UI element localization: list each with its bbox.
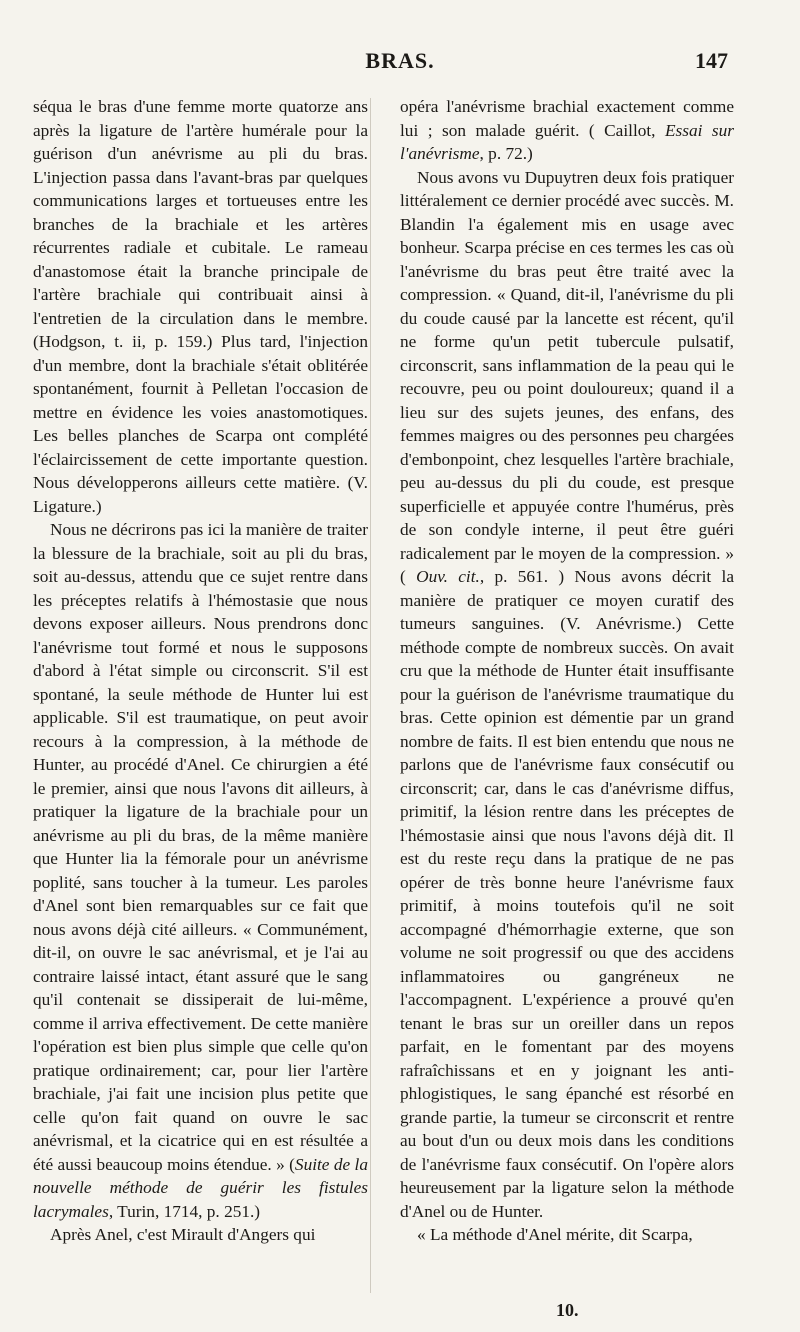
left-paragraph-2-text: Nous ne décrirons pas ici la manière de traiter la blessure de la brachiale, soit au pli du bras, soit au-dessus, attendu que ce sujet rentre dans les préceptes relatifs à l'hémostasie que nous devons exposer ailleurs. Nous prendrons donc l'anévrisme tout formé et nous le supposons d'abord à l'état simple ou circonscrit. S'il est spontané, la seule méthode de Hunter lui est applicable. S'il est traumatique, on peut avoir recours à la compression, à la méthode de Hunter, au procédé d'Anel. Ce chirurgien a été le premier, ainsi que nous l'avons dit ailleurs, à pratiquer la ligature de la brachiale pour un anévrisme au pli du bras, de la même manière que Hunter lia la fémorale pour un anévrisme poplité, sans toucher à la tumeur. Les paroles d'Anel sont bien remarquables sur ce fait que nous avons déjà cité ailleurs. « Communément, dit-il, on ouvre le sac anévrismal, et je l'ai au contraire laissé intact, étant assuré que le sang qu'il contenait se dissiperait de lui-même, comme il arriva effectivement. De cette manière l'opération est bien plus simple que celle qu'on pratique ordinairement; car, pour lier l'artère brachiale, j'ai fait une incision plus petite que celle qu'on fait quand on ouvre le sac anévrismal, et la cicatrice qui en est résultée a été aussi beaucoup moins étendue. » (	[33, 520, 368, 1174]
right-paragraph-1-citation: , p. 72.)	[479, 144, 533, 163]
running-head	[0, 48, 800, 78]
right-paragraph-1-reference: Essai sur l'anévrisme	[400, 120, 734, 163]
right-paragraph-1-text: opéra l'anévrisme brachial exactement comme lui ; son malade guérit. ( Caillot,	[400, 97, 734, 140]
running-head-title: BRAS.	[365, 48, 435, 73]
left-column	[33, 95, 368, 1247]
right-paragraph-2-text: Nous avons vu Dupuytren deux fois pratiquer littéralement ce dernier procédé avec succès. M. Blandin l'a également mis en usage avec bonheur. Scarpa précise en ces termes les cas où l'anévrisme du bras peut être traité avec la compression. « Quand, dit-il, l'anévrisme du pli du coude causé par la lancette est récent, qu'il ne forme qu'un petit tubercule pulsatif, circonscrit, sans inflammation de la peau qui le recouvre, peu ou point douloureux; quand il a lieu sur des sujets jeunes, des enfans, des femmes maigres ou des personnes peu chargées d'embonpoint, chez lesquelles l'artère brachiale, peu au-dessus du pli du coude, est presque superficielle et appuyée contre l'humérus, près de son condyle interne, il peut être guéri radicalement par le moyen de la compression. » (	[400, 167, 734, 586]
column-divider	[370, 98, 371, 1293]
left-paragraph-2-citation: , Turin, 1714, p. 251.)	[108, 1201, 261, 1221]
right-column	[400, 95, 734, 1247]
left-paragraph-2-reference: Suite de la nouvelle méthode de guérir les fistules lacrymales	[33, 1154, 368, 1221]
right-paragraph-2	[400, 166, 734, 1224]
right-paragraph-1	[400, 95, 734, 166]
page-number: 147	[695, 48, 728, 73]
left-paragraph-2	[33, 518, 368, 1223]
left-paragraph-3: Après Anel, c'est Mirault d'Angers qui	[50, 1225, 316, 1244]
signature-mark: 10.	[556, 1300, 579, 1320]
right-paragraph-2-reference: Ouv. cit.	[416, 567, 480, 586]
left-paragraph-1: séqua le bras d'une femme morte quatorze ans après la ligature de l'artère humérale pour la guérison d'un anévrisme au pli du bras. L'injection passa dans l'avant-bras par quelques communications larges et tortueuses entre les branches de la brachiale et les artères récurrentes radiale et cubitale. Le rameau d'anastomose était la branche principale de l'artère brachiale qui contribuait ainsi à l'entretien de la circulation dans le membre. (Hodgson, t. ii, p. 159.) Plus tard, l'injection d'un membre, dont la brachiale s'était oblitérée spontanément, fournit à Pelletan l'occasion de mettre en évidence les voies anastomotiques. Les belles planches de Scarpa ont complété l'éclaircissement de cette importante question. Nous développerons ailleurs cette matière. (V. Ligature.)	[33, 97, 368, 516]
right-paragraph-2-continuation: , p. 561. ) Nous avons décrit la manière de pratiquer ce moyen curatif des tumeurs sanguines. (V. Anévrisme.) Cette méthode compte de nombreux succès. On avait cru que la méthode de Hunter était insuffisante pour la guérison de l'anévrisme traumatique du bras. Cette opinion est démentie par un grand nombre de faits. Il est bien entendu que nous ne parlons que de l'anévrisme faux consécutif ou circonscrit; car, dans le cas d'anévrisme diffus, primitif, la lésion rentre dans les préceptes de l'hémostasie ainsi que nous l'avons déjà dit. Il est du reste reçu dans la pratique de ne pas opérer de très bonne heure l'anévrisme faux primitif, à moins toutefois qu'il ne soit accompagné d'hémorrhagie externe, que son volume ne soit progressif ou que des accidens inflammatoires ou gangréneux ne l'accompagnent. L'expérience a prouvé qu'en tenant le bras sur un oreiller dans un repos parfait, en le fomentant par des moyens rafraîchissans et en y joignant les anti-phlogistiques, le sang épanché est résorbé en grande partie, la tumeur se circonscrit et rentre au bout d'un ou deux mois dans les conditions de l'anévrisme faux consécutif. On l'opère alors heureusement par la ligature selon la méthode d'Anel ou de Hunter.	[400, 567, 735, 1221]
right-paragraph-3: « La méthode d'Anel mérite, dit Scarpa,	[417, 1225, 693, 1244]
